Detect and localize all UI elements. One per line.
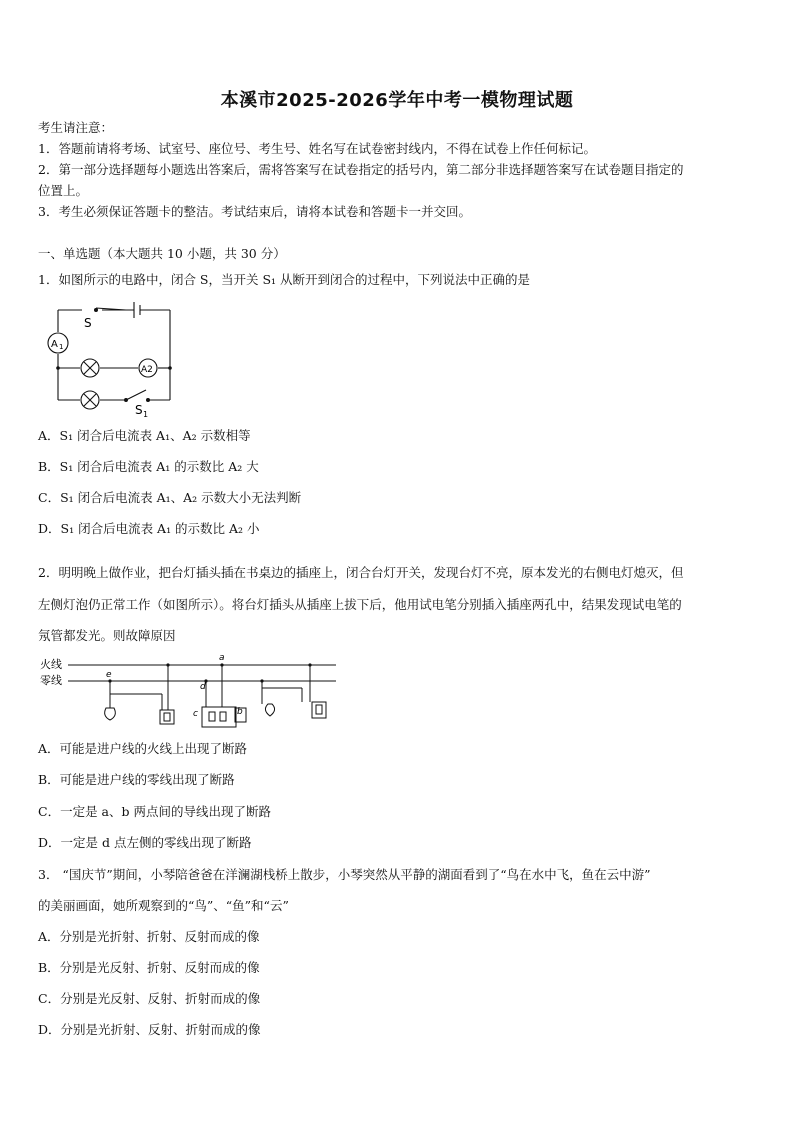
- point-b-label: b: [237, 707, 243, 717]
- q1-option-c: C．S₁ 闭合后电流表 A₁、A₂ 示数大小无法判断: [38, 490, 302, 505]
- q3-option-b: B．分别是光反射、折射、反射而成的像: [38, 960, 260, 975]
- ammeter-a2-label: A2: [141, 365, 153, 375]
- q2-stem: 左侧灯泡仍正常工作（如图所示）。将台灯插头从插座上拔下后，他用试电笔分别插入插座两孔中，结果发现试电笔的: [38, 597, 682, 612]
- q3-stem: 3． “国庆节”期间，小琴陪爸爸在洋澜湖栈桥上散步，小琴突然从平静的湖面看到了“鸟在水中飞，鱼在云中游”: [38, 867, 651, 882]
- notice-item: 3．考生必须保证答题卡的整洁。考试结束后，请将本试卷和答题卡一并交回。: [38, 204, 471, 219]
- notice-heading: 考生请注意：: [38, 120, 114, 135]
- point-c-label: c: [193, 709, 198, 719]
- q2-option-d: D．一定是 d 点左侧的零线出现了断路: [38, 835, 252, 850]
- q3-option-c: C．分别是光反射、反射、折射而成的像: [38, 991, 261, 1006]
- switch-s-label: S: [84, 316, 92, 330]
- q2-stem: 氖管都发光。则故障原因: [38, 628, 176, 643]
- q2-option-a: A．可能是进户线的火线上出现了断路: [38, 741, 248, 756]
- q2-option-b: B．可能是进户线的零线出现了断路: [38, 772, 235, 787]
- notice-item: 2．第一部分选择题每小题选出答案后，需将答案写在试卷指定的括号内，第二部分非选择题答案写在试卷题目指定的: [38, 162, 684, 177]
- section-heading: 一、单选题（本大题共 10 小题，共 30 分）: [38, 246, 286, 261]
- q2-option-c: C．一定是 a、b 两点间的导线出现了断路: [38, 804, 271, 819]
- page-title: 本溪市2025-2026学年中考一模物理试题: [220, 90, 574, 111]
- q1-option-a: A．S₁ 闭合后电流表 A₁、A₂ 示数相等: [38, 428, 251, 443]
- q1-circuit-figure: [42, 300, 182, 418]
- point-d-label: d: [200, 682, 206, 692]
- switch-s1-label: S: [135, 403, 143, 417]
- q1-option-b: B．S₁ 闭合后电流表 A₁ 的示数比 A₂ 大: [38, 459, 259, 474]
- ammeter-a1-sub: 1: [59, 343, 64, 351]
- q3-option-a: A．分别是光折射、折射、反射而成的像: [38, 929, 260, 944]
- neutral-wire-label: 零线: [40, 674, 62, 687]
- ammeter-a1-label: A: [51, 339, 58, 350]
- point-e-label: e: [106, 670, 112, 680]
- q3-stem: 的美丽画面，她所观察到的“鸟”、“鱼”和“云”: [38, 898, 289, 913]
- notice-item: 位置上。: [38, 183, 89, 198]
- q2-wiring-figure: [38, 652, 338, 736]
- q3-option-d: D．分别是光折射、反射、折射而成的像: [38, 1022, 261, 1037]
- notice-item: 1．答题前请将考场、试室号、座位号、考生号、姓名写在试卷密封线内，不得在试卷上作任何标记。: [38, 141, 596, 156]
- q2-stem: 2．明明晚上做作业，把台灯插头插在书桌边的插座上，闭合台灯开关，发现台灯不亮，原本发光的右侧电灯熄灭，但: [38, 565, 684, 580]
- q1-option-d: D．S₁ 闭合后电流表 A₁ 的示数比 A₂ 小: [38, 521, 260, 536]
- live-wire-label: 火线: [40, 658, 62, 671]
- point-a-label: a: [219, 653, 225, 663]
- q1-stem: 1．如图所示的电路中，闭合 S，当开关 S₁ 从断开到闭合的过程中，下列说法中正确的是: [38, 272, 531, 287]
- switch-s1-sub: 1: [143, 410, 149, 418]
